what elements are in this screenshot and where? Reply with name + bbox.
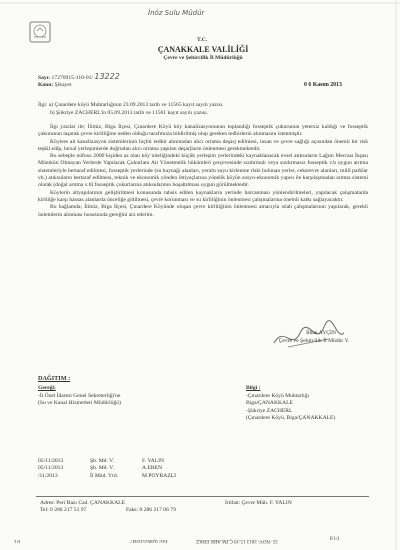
fax-number: Fax: 02862510447 bbox=[130, 538, 168, 543]
sayi-value: 17270915-110-01/ bbox=[51, 75, 93, 81]
footer-address: Adres: Peri Bazı Cad. ÇANAKKALE bbox=[40, 500, 125, 506]
sayi-label: Sayı: bbox=[38, 75, 51, 81]
distribution-bilgi-item: (Çınardere Köyü, Biga/ÇANAKKALE) bbox=[246, 414, 336, 421]
handwritten-note: İnöz Sulu Müdür bbox=[148, 9, 205, 17]
signatory-name: İlhan AYÇİN bbox=[306, 330, 336, 336]
reference-b: b) Şükriye ZACHERL'in 05.09.2013 tarih ve 11561 kayıt sayılı yazısı. bbox=[50, 110, 209, 116]
body-paragraph: Bu bağlamda; İlimiz, Biga İlçesi, Çınardere Köyünde oluşan çevre kirliliğinin önlenmesi amacıyla ıslah çalışmalarının yapılarak, gerekli önlemlerin alınması hususunda gereğini arz ederim. bbox=[38, 204, 368, 218]
distribution-bilgi-item: -Şükriye ZACHERL bbox=[246, 407, 293, 414]
fax-page-tail: P.1/1 bbox=[330, 537, 340, 542]
governorship: ÇANAKKALE VALİLİĞİ bbox=[157, 45, 249, 54]
distribution-bilgi-item: -Çınardere Köyü Muhtarlığı bbox=[246, 393, 310, 399]
body-paragraph: Bu sebeple nüfusu 2000 kişiden az olan köy niteliğindeki küçük yerleşim yerlerindeki kaynaklanacak evsel atıksuların Lağım Mecrası İnşası Mümkün Olmayan Yerlerde Yapılacak Çukurlara Ait Yönetmelik hükümleri çerçevesinde sızdırmalı veya sızdırmasız fosseptik v.b uygun arıtma sistemleriyle bertaraf edilmesi, fosseptik yerlerinde (su kaynağı alanları, yeraltı suyu kirlenme riski bulunan yerler, cekerevre alanları, millî parklar vb.) atıksuların bertaraf edilmesi, teknik ve ekonomik yönden ihtiyaçlarına yönelik köyün sosyo-ekonomik yapısı ile karşılaşmadan arıtma sistemi olarak (doğal arıtma v.b) fosseptik çukurlarına atıksularının boşaltılması uygun görülmektedir. bbox=[38, 153, 368, 189]
distribution-gereği-item: (Su ve Kanal Hizmetleri Müdürlüğü) bbox=[38, 400, 121, 407]
approval-date: /11/2013 bbox=[38, 472, 58, 479]
distribution-gereği-item: -İl Özel İdaresi Genel Sekreterliği'ne bbox=[38, 393, 121, 399]
approval-name: M.POYRAZLI bbox=[142, 472, 177, 479]
body-paragraph: İlgi yazılar ile; İlimiz, Biga İlçesi, Çınardere Köyü köy kanalizasyonunun toplandığı fosseptik çukurunun yetersiz kaldığı ve fosseptik çukurunun taşarak çevre kirliliğine neden olduğu tarafımıza bildirilmiş olup gereken tedbirlerin alınmasını istenmiştir. bbox=[38, 124, 368, 138]
footer-phone: Tel: 0 286 217 51 97 bbox=[40, 507, 87, 513]
signatory-title: Çevre ve Şehircilik İl Müdür V. bbox=[278, 338, 350, 344]
approval-role: Şb. Md. V. bbox=[90, 465, 114, 472]
approval-date: 05/11/2013 bbox=[38, 458, 64, 464]
distribution-bilgi-label: Bilgi : bbox=[246, 385, 261, 391]
approval-date: 05/11/2013 bbox=[38, 465, 64, 472]
header-tc: T.C. bbox=[197, 37, 208, 43]
approval-name: F. YALIN bbox=[142, 458, 165, 464]
approval-role: İl Müd. Yrd. bbox=[90, 472, 119, 479]
fax-transmission-header: 35 -NOV- 2013 15:19 Ç.İM.ABK ERKZ bbox=[196, 538, 278, 543]
approval-role: Şb. Md. V. bbox=[90, 458, 114, 464]
footer-contact: İrtibat: Çevre Müh. F. YALIN bbox=[225, 500, 292, 506]
distribution-heading: DAĞITIM : bbox=[38, 375, 71, 382]
reference-a: İlgi: a) Çınardere köyü Muhtarlığının 23.09.2013 tarih ve 11565 kayıt sayılı yazısı. bbox=[38, 102, 224, 108]
distribution-bilgi-item: Biga/ÇANAKKALE bbox=[246, 400, 293, 407]
document-date: 0 6 Kasım 2013 bbox=[304, 82, 342, 88]
directorate: Çevre ve Şehircilik İl Müdürlüğü bbox=[163, 55, 243, 61]
body-paragraph: Köylere ait kanalizasyon sistemlerinin hiçbir tedbir alınmadan alıcı ortama deşarj edilmesi, insan ve çevre sağlığı açısından önemli bir risk teşkil edip, hırsal yerleşimlerde doğrudan alıcı ortama yapılan deşarjların önlenmesi gerekmektedir. bbox=[38, 138, 368, 152]
konu-label: Konu: bbox=[38, 82, 54, 88]
approval-name: A.EREN bbox=[142, 465, 163, 472]
sayi-handwritten: 13222 bbox=[94, 72, 120, 81]
footer-fax: Faks: 0 286 217 06 79 bbox=[126, 507, 176, 513]
fax-page-marker: P.1 bbox=[14, 538, 20, 543]
body-paragraph: Köylerin altyapılarının geliştirilmesi konusunda tahsis edilen kaynakların yerinde harcanması yönlendirilmeleri, yapılacak çalışmalarda kirliliğe karşı hassas alanlarda önceliğe gidilmesi, çevre korunması ve su kirliliğinin önlenmesi çalışmalarına önemli katkı sağlayacaktır. bbox=[38, 189, 368, 203]
konu-value: Şikayet bbox=[54, 82, 72, 88]
distribution-gereği-label: Gereği: bbox=[38, 385, 56, 391]
